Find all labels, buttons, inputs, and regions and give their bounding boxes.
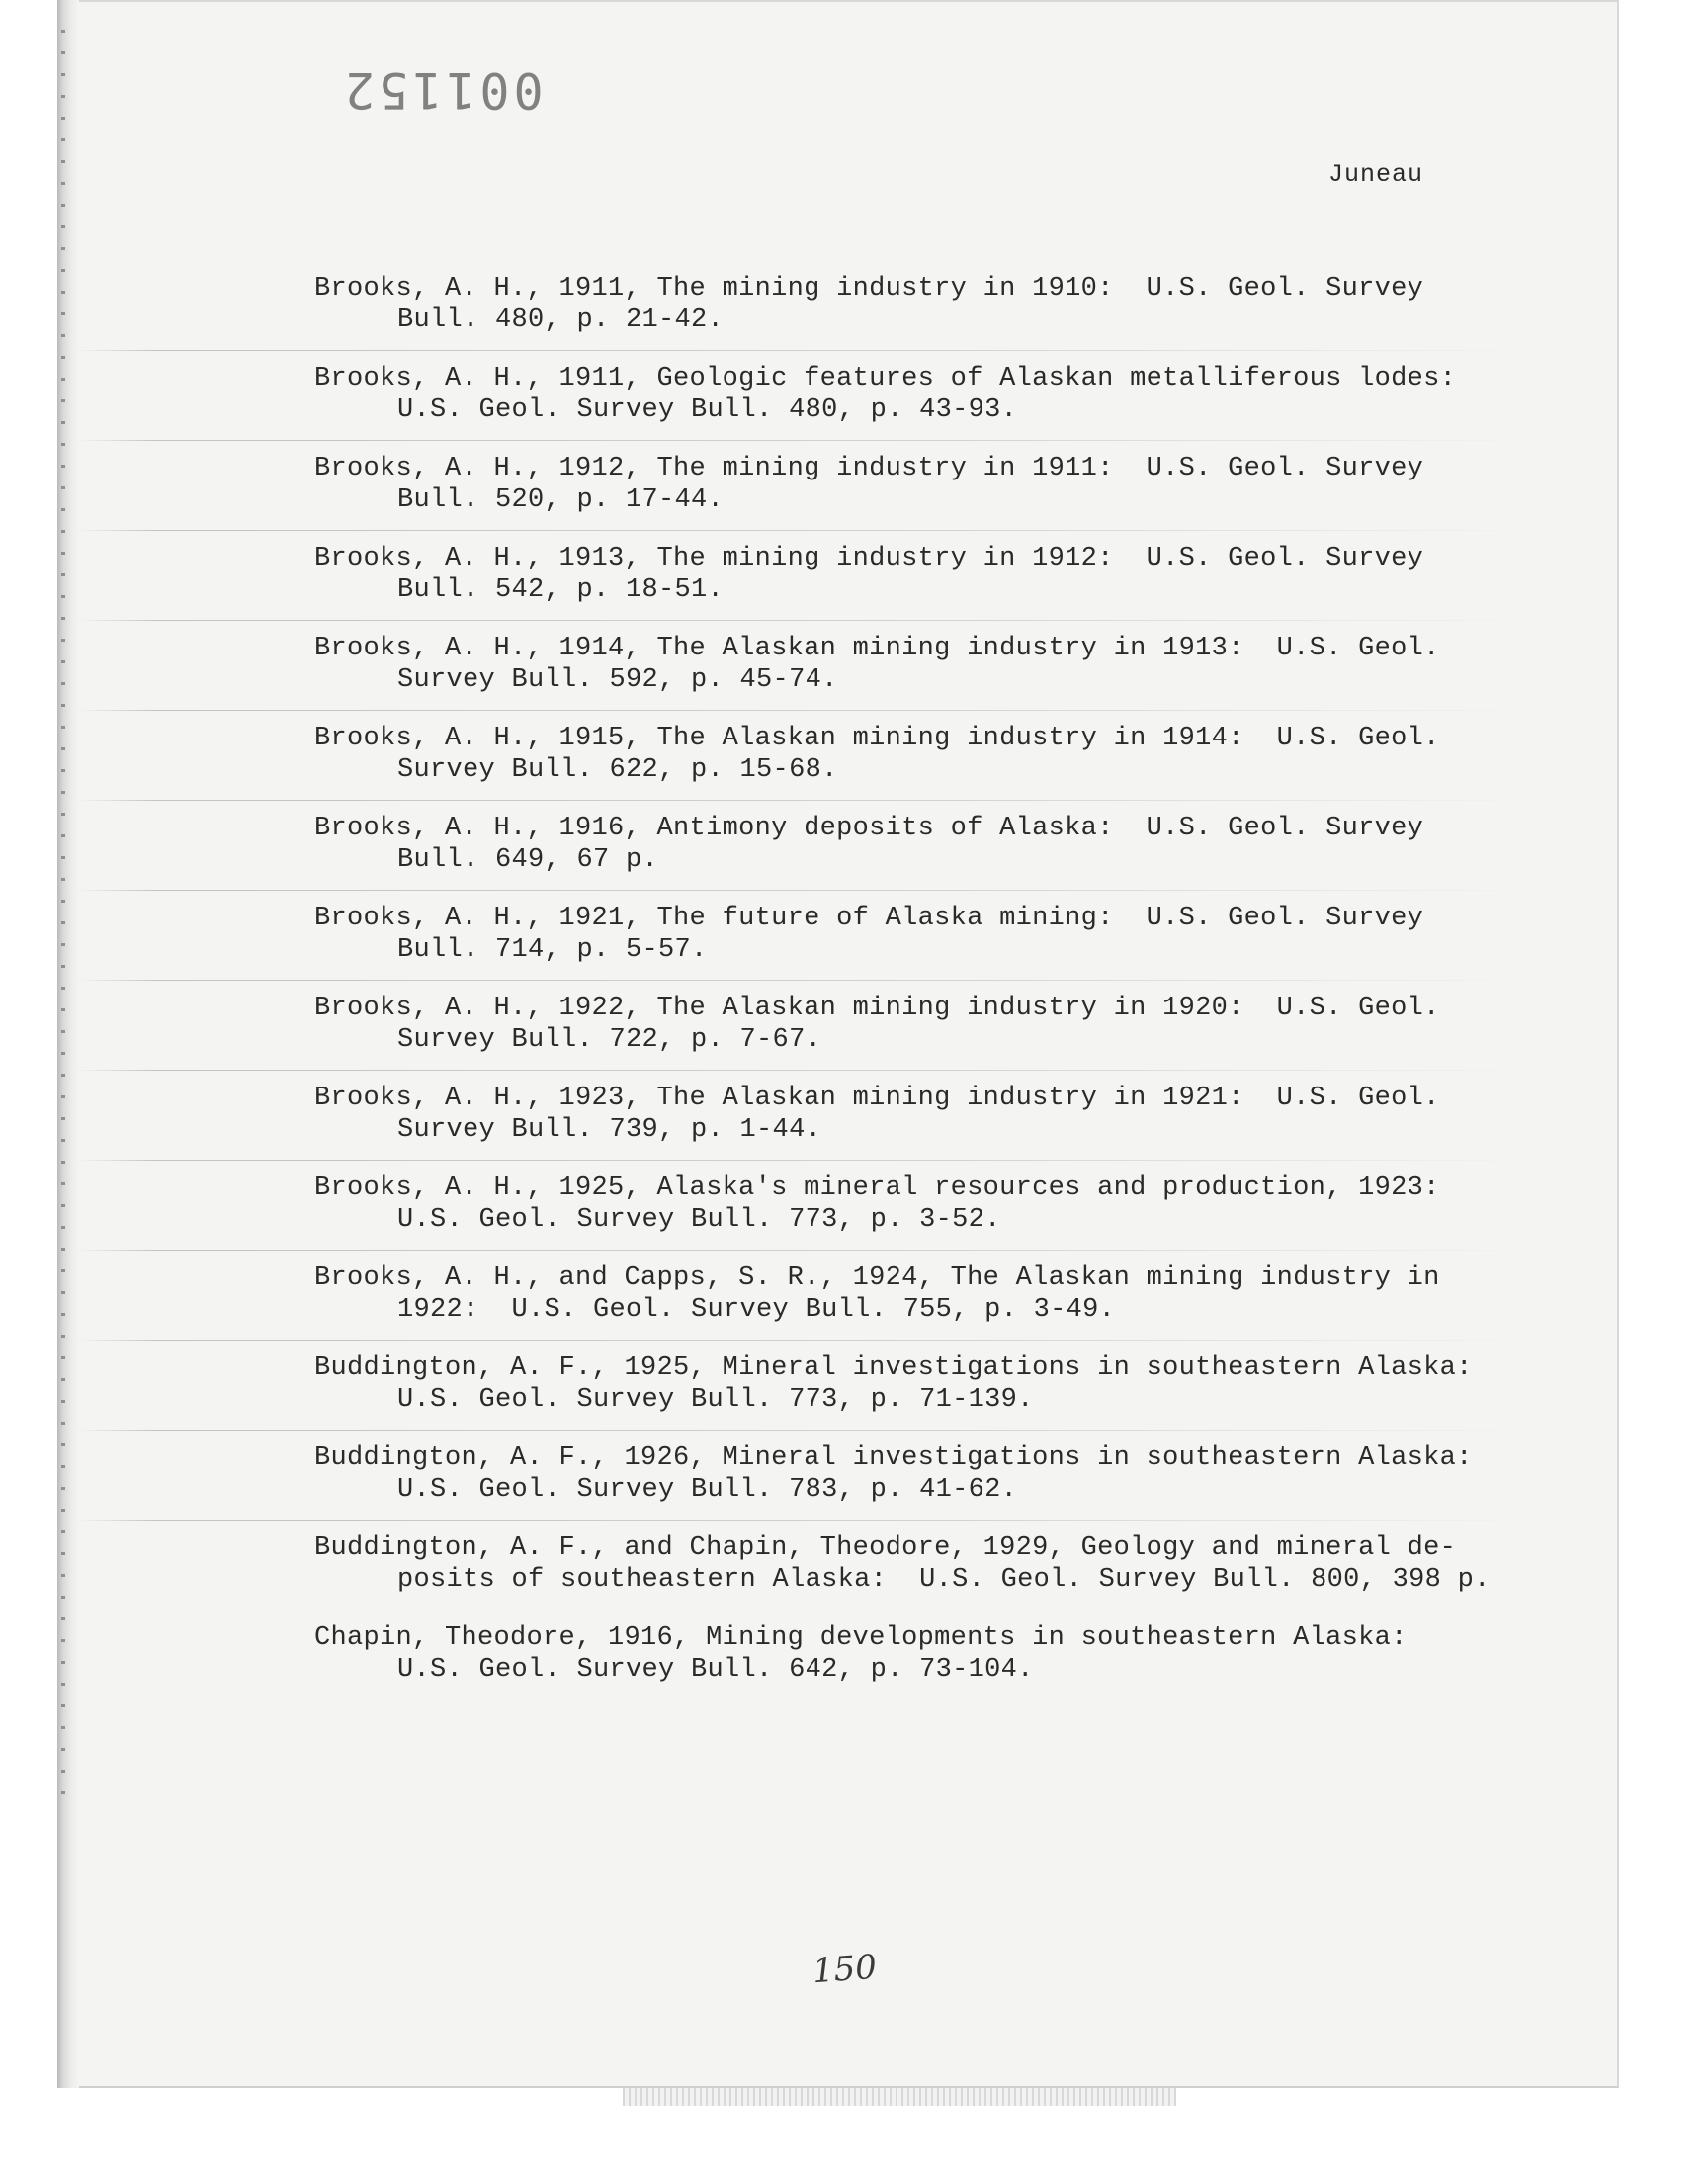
reference-continuation: U.S. Geol. Survey Bull. 783, p. 41-62. [397, 1475, 1018, 1505]
reference-continuation: U.S. Geol. Survey Bull. 642, p. 73-104. [397, 1655, 1034, 1685]
reference-line: Brooks, A. H., 1913, The mining industry in 1912: U.S. Geol. Survey [314, 544, 1424, 573]
reference-entry [314, 1532, 1500, 1622]
reference-continuation: Survey Bull. 722, p. 7-67. [397, 1025, 822, 1055]
reference-line: Brooks, A. H., 1916, Antimony deposits of Alaska: U.S. Geol. Survey [314, 814, 1424, 843]
reference-line: Chapin, Theodore, 1916, Mining developments in southeastern Alaska: [314, 1623, 1408, 1653]
reference-entry [314, 1262, 1500, 1352]
reference-entry [314, 723, 1500, 813]
reference-entry [314, 1173, 1500, 1262]
reference-entry [314, 633, 1500, 723]
reference-entry [314, 903, 1500, 993]
binding-marks [61, 30, 65, 1809]
reference-line: Brooks, A. H., 1915, The Alaskan mining industry in 1914: U.S. Geol. [314, 724, 1440, 753]
reference-entry [314, 543, 1500, 633]
reference-continuation: Bull. 649, 67 p. [397, 845, 659, 875]
reference-line: Brooks, A. H., 1912, The mining industry in 1911: U.S. Geol. Survey [314, 454, 1424, 483]
reference-continuation: 1922: U.S. Geol. Survey Bull. 755, p. 3-49. [397, 1295, 1116, 1325]
handwritten-page-number: 150 [811, 1947, 879, 1992]
reference-line: Brooks, A. H., 1914, The Alaskan mining industry in 1913: U.S. Geol. [314, 634, 1440, 663]
reference-continuation: Bull. 542, p. 18-51. [397, 575, 725, 605]
reference-entry [314, 1083, 1500, 1173]
reference-line: Brooks, A. H., 1911, The mining industry in 1910: U.S. Geol. Survey [314, 274, 1424, 304]
reference-entry [314, 1442, 1500, 1532]
reference-line: Brooks, A. H., and Capps, S. R., 1924, The Alaskan mining industry in [314, 1263, 1440, 1293]
reference-line: Buddington, A. F., 1925, Mineral investigations in southeastern Alaska: [314, 1353, 1473, 1383]
location-heading: Juneau [1327, 160, 1423, 189]
reference-entry [314, 993, 1500, 1083]
reference-line: Brooks, A. H., 1923, The Alaskan mining industry in 1921: U.S. Geol. [314, 1084, 1440, 1113]
reference-continuation: Bull. 714, p. 5-57. [397, 935, 708, 965]
reference-continuation: Survey Bull. 739, p. 1-44. [397, 1115, 822, 1145]
reference-entry [314, 273, 1500, 363]
reference-line: Brooks, A. H., 1925, Alaska's mineral resources and production, 1923: [314, 1174, 1440, 1203]
reference-line: Brooks, A. H., 1922, The Alaskan mining industry in 1920: U.S. Geol. [314, 994, 1440, 1023]
reference-list [314, 273, 1500, 1712]
document-stamp-number: 001152 [341, 61, 544, 119]
reference-continuation: Survey Bull. 622, p. 15-68. [397, 755, 838, 785]
reference-continuation: U.S. Geol. Survey Bull. 480, p. 43-93. [397, 395, 1018, 425]
reference-continuation: U.S. Geol. Survey Bull. 773, p. 71-139. [397, 1385, 1034, 1415]
scan-artifact-strip [623, 2088, 1176, 2106]
reference-entry [314, 363, 1500, 453]
reference-line: Brooks, A. H., 1911, Geologic features of Alaskan metalliferous lodes: [314, 364, 1457, 393]
reference-continuation: Bull. 480, p. 21-42. [397, 305, 725, 335]
reference-entry [314, 1622, 1500, 1712]
page-top-edge [57, 0, 1619, 2]
reference-continuation: Survey Bull. 592, p. 45-74. [397, 665, 838, 695]
reference-continuation: U.S. Geol. Survey Bull. 773, p. 3-52. [397, 1205, 1001, 1235]
reference-entry [314, 813, 1500, 903]
reference-entry [314, 453, 1500, 543]
reference-entry [314, 1352, 1500, 1442]
reference-continuation: Bull. 520, p. 17-44. [397, 485, 725, 515]
reference-line: Buddington, A. F., 1926, Mineral investigations in southeastern Alaska: [314, 1443, 1473, 1473]
reference-continuation: posits of southeastern Alaska: U.S. Geol. Survey Bull. 800, 398 p. [397, 1565, 1491, 1595]
reference-line: Brooks, A. H., 1921, The future of Alaska mining: U.S. Geol. Survey [314, 904, 1424, 933]
reference-line: Buddington, A. F., and Chapin, Theodore, 1929, Geology and mineral de- [314, 1533, 1457, 1563]
